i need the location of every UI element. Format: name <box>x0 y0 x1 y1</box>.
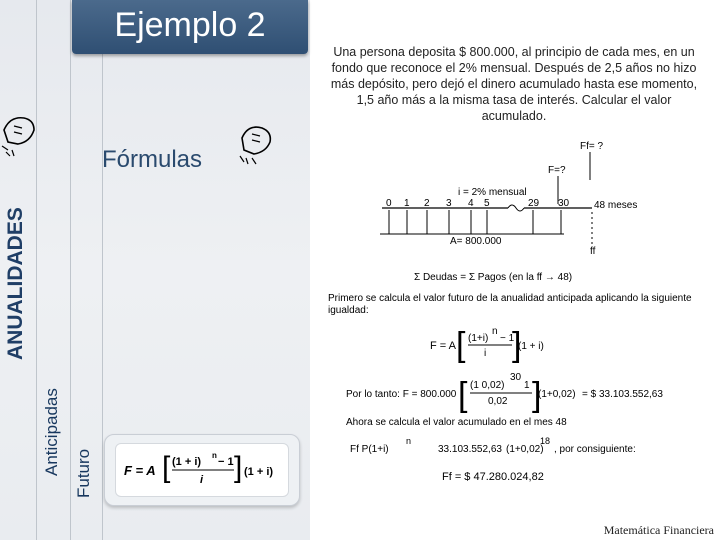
formula-numerator-tail: − 1 <box>500 333 515 344</box>
vertical-label-anticipadas: Anticipadas <box>42 388 61 476</box>
formula-numerator: (1 + i) <box>172 456 202 468</box>
vertical-title-anualidades: ANUALIDADES <box>4 207 27 360</box>
intro-line: Primero se calcula el valor futuro de la anualidad anticipada aplicando la siguiente <box>328 293 692 304</box>
pointing-hand-icon <box>0 108 40 158</box>
tick-label: 0 <box>386 198 392 209</box>
tick-label: 4 <box>468 198 474 209</box>
formula-factor: (1 + i) <box>518 341 544 352</box>
result-value: = $ 33.103.552,63 <box>582 389 663 400</box>
formula-exponent: n <box>212 451 217 460</box>
tick-label: 1 <box>404 198 410 209</box>
svg-text:]: ] <box>512 326 522 364</box>
formula-factor: (1 + i) <box>244 466 274 478</box>
tick-label: 48 meses <box>594 200 638 211</box>
title-banner <box>72 0 308 54</box>
tick-label: 29 <box>528 198 540 209</box>
formula-denominator: i <box>484 348 487 359</box>
ff-label: Ff= ? <box>580 141 604 152</box>
svg-text:]: ] <box>532 376 542 414</box>
formula-inner <box>115 443 289 497</box>
formula-numerator-tail: 1 <box>524 380 530 391</box>
formula-lhs: F = A <box>124 463 156 478</box>
ff-marker: ff <box>590 246 596 257</box>
formula-lhs: F = A <box>430 340 456 352</box>
solution-diagram <box>318 134 718 494</box>
svg-text:]: ] <box>234 451 243 484</box>
tick-label: 3 <box>446 198 452 209</box>
formula-denominator: i <box>200 474 204 486</box>
formula-exponent: 18 <box>540 436 551 446</box>
formula-numerator: (1 0,02) <box>470 380 505 391</box>
balance-equation: Σ Deudas = Σ Pagos (en la ff → 48) <box>414 272 573 283</box>
section-heading: Fórmulas <box>102 146 203 173</box>
consiguiente-label: , por consiguiente: <box>554 444 636 455</box>
vertical-label-futuro: Futuro <box>74 448 93 498</box>
tick-label: 2 <box>424 198 430 209</box>
rate-label: i = 2% mensual <box>458 187 527 198</box>
formula-denominator: 0,02 <box>488 396 508 407</box>
divider-line <box>70 0 71 540</box>
formula-factor: (1+0,02) <box>506 444 544 455</box>
svg-text:[: [ <box>456 326 466 364</box>
problem-statement: Una persona deposita $ 800.000, al principio de cada mes, en un fondo que reconoce el 2% mensual. Después de 2,5 años no hizo más depósito, pero dejó el dinero acumulado hasta ese momento, 1,5 año más a la misma tasa de interés. Calcular el valor acumulado. <box>330 45 698 123</box>
intro-line: igualdad: <box>328 305 369 316</box>
svg-text:[: [ <box>458 376 468 414</box>
por-tanto-label: Por lo tanto: F = 800.000 <box>346 389 457 400</box>
ff-equation: Ff P(1+i) <box>350 444 389 455</box>
formula-exponent: n <box>406 436 412 446</box>
slide-title: Ejemplo 2 <box>114 6 266 44</box>
divider-line <box>36 0 37 540</box>
formula-numerator-tail: − 1 <box>218 456 234 468</box>
timeline-ticks <box>386 198 637 211</box>
ff-equation-mid: 33.103.552,63 <box>438 444 502 455</box>
deposit-label: A= 800.000 <box>450 236 502 247</box>
formula-exponent: n <box>492 326 498 337</box>
pointing-hand-icon <box>236 118 276 168</box>
f-label: F=? <box>548 165 566 176</box>
footer-text: Matemática Financiera <box>603 523 714 537</box>
final-result: Ff = $ 47.280.024,82 <box>442 471 544 483</box>
formula-card <box>104 434 300 506</box>
tick-label: 5 <box>484 198 490 209</box>
formula-exponent: 30 <box>510 372 522 383</box>
divider-line <box>102 0 103 540</box>
ahora-line: Ahora se calcula el valor acumulado en el mes 48 <box>346 417 567 428</box>
formula-factor: (1+0,02) <box>538 389 576 400</box>
formula-numerator: (1+i) <box>468 333 489 344</box>
tick-label: 30 <box>558 198 570 209</box>
svg-text:[: [ <box>162 451 171 484</box>
